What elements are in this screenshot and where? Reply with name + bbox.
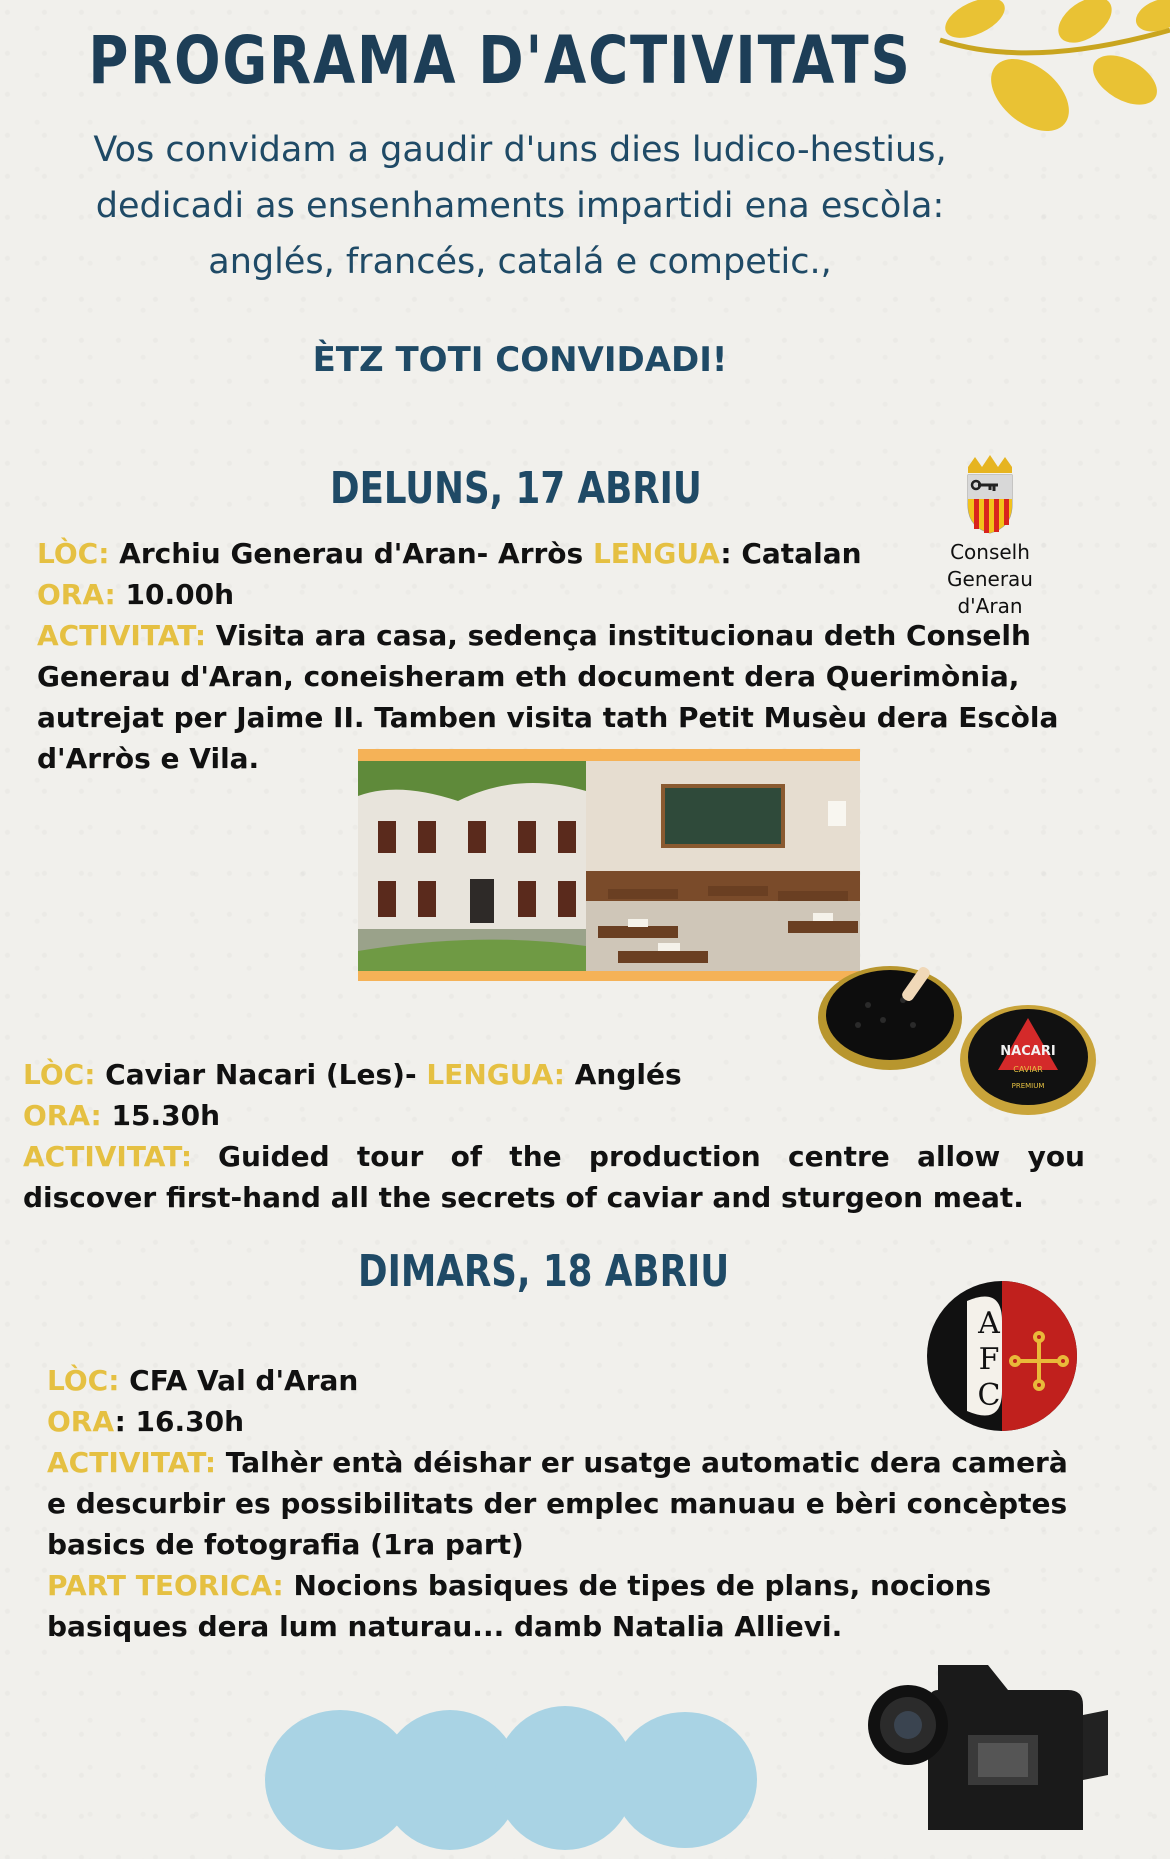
- activitat-label: ACTIVITAT:: [47, 1446, 217, 1479]
- afc-logo: [927, 1281, 1077, 1431]
- ora-label: ORA: [47, 1405, 115, 1438]
- activitat-line: [47, 1442, 1087, 1483]
- ora-value: 10.00h: [125, 578, 234, 611]
- afc-letter-f: F: [978, 1342, 1000, 1377]
- loc-value: Archiu Generau d'Aran- Arròs: [119, 537, 584, 570]
- loc-value: CFA Val d'Aran: [129, 1364, 359, 1397]
- intro-text: [40, 122, 1000, 290]
- teorica-text: Nocions basiques de tipes de plans, nocions: [293, 1569, 992, 1602]
- afc-letter-c: C: [977, 1378, 1001, 1413]
- conselh-generau-logo: [905, 455, 1075, 620]
- caviar-premium-text: PREMIUM: [1011, 1082, 1045, 1090]
- activitat-label: ACTIVITAT:: [23, 1140, 193, 1173]
- logo-line: d'Aran: [957, 594, 1023, 618]
- activitat-text: Guided tour of the production centre allow you: [218, 1140, 1085, 1173]
- teorica-label: PART TEORICA:: [47, 1569, 284, 1602]
- activitat-line: [23, 1136, 1085, 1177]
- intro-line: dedicadi as ensenhaments impartidi ena escòla:: [95, 186, 945, 226]
- activitat-text: Visita ara casa, sedença institucionau deth Conselh: [215, 619, 1031, 652]
- day1-activity1-ora: [37, 574, 234, 615]
- activitat-text: d'Arròs e Vila.: [37, 742, 260, 775]
- caviar-tins-image: [818, 960, 1098, 1120]
- ora-label: ORA:: [37, 578, 116, 611]
- logo-line: Conselh Generau: [947, 540, 1033, 591]
- school-building-and-classroom-image: [358, 761, 860, 971]
- lengua-value: : Catalan: [720, 537, 862, 570]
- activitat-text: autrejat per Jaime II. Tamben visita tath Petit Musèu dera Escòla: [37, 701, 1059, 734]
- activitat-text: e descurbir es possibilitats der emplec manuau e bèri concèptes: [47, 1487, 1068, 1520]
- day1-activity1-loc: [37, 533, 862, 574]
- activitat-label: ACTIVITAT:: [37, 619, 207, 652]
- activitat-line: [37, 615, 1067, 656]
- invite-text: ÈTZ TOTI CONVIDADI!: [312, 340, 728, 380]
- page-title: PROGRAMA D'ACTIVITATS: [88, 22, 912, 99]
- ora-label: ORA:: [23, 1099, 102, 1132]
- lengua-value: Anglés: [574, 1058, 682, 1091]
- loc-label: LÒC:: [47, 1364, 120, 1397]
- activitat-text: Talhèr entà déishar er usatge automatic dera camerà: [225, 1446, 1068, 1479]
- caviar-brand-text: NACARI: [1000, 1044, 1056, 1059]
- intro-line: Vos convidam a gaudir d'uns dies ludico-hestius,: [93, 130, 947, 170]
- day1-activity2-description: [23, 1136, 1085, 1218]
- activitat-text: discover first-hand all the secrets of caviar and sturgeon meat.: [23, 1181, 1024, 1214]
- loc-value: Caviar Nacari (Les)-: [105, 1058, 417, 1091]
- camera-icon: [868, 1655, 1108, 1833]
- day1-activity2-ora: [23, 1095, 220, 1136]
- activitat-text: basics de fotografia (1ra part): [47, 1528, 524, 1561]
- school-photo: [358, 749, 860, 981]
- loc-label: LÒC:: [23, 1058, 96, 1091]
- intro-line: anglés, francés, catalá e competic.,: [208, 242, 832, 282]
- activitat-text: Generau d'Aran, coneisheram eth document dera Querimònia,: [37, 660, 1020, 693]
- blue-blobs-decoration: [265, 1700, 765, 1859]
- lengua-label: LENGUA:: [426, 1058, 565, 1091]
- ora-value: 15.30h: [111, 1099, 220, 1132]
- ora-value: : 16.30h: [114, 1405, 245, 1438]
- day1-activity2-loc: [23, 1054, 682, 1095]
- teorica-line: [47, 1565, 1087, 1606]
- coat-of-arms-icon: [960, 455, 1020, 535]
- loc-label: LÒC:: [37, 537, 110, 570]
- afc-letter-a: A: [978, 1306, 1000, 1341]
- day2-activity1-loc: [47, 1360, 358, 1401]
- day2-heading: DIMARS, 18 ABRIU: [358, 1246, 730, 1297]
- day2-activity1-description: [47, 1442, 1087, 1647]
- day2-activity1-ora: [47, 1401, 244, 1442]
- lengua-label: LENGUA: [592, 537, 721, 570]
- caviar-sub-text: CAVIAR: [1013, 1065, 1043, 1074]
- day1-heading: DELUNS, 17 ABRIU: [330, 463, 702, 514]
- teorica-text: basiques dera lum naturau... damb Natalia Allievi.: [47, 1610, 843, 1643]
